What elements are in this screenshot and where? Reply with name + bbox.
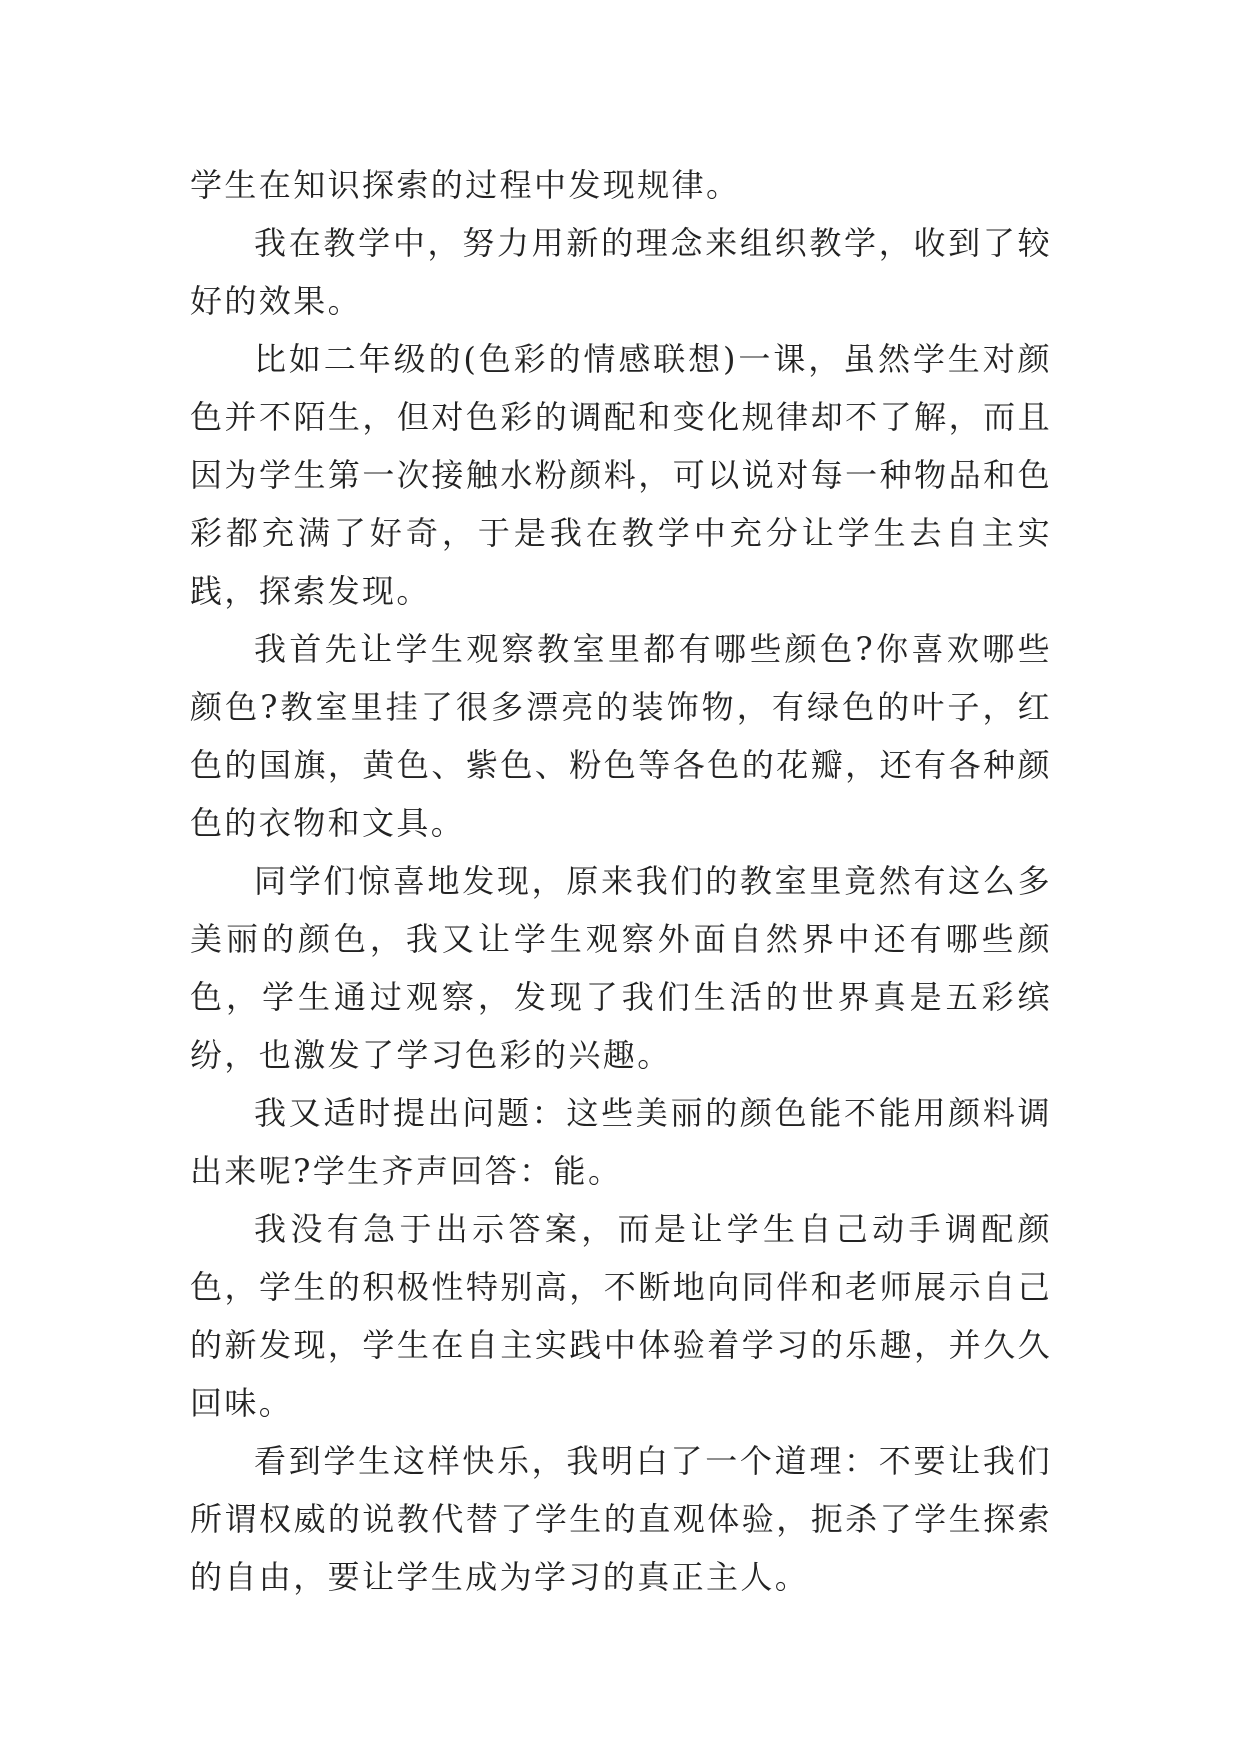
paragraph-6: 我又适时提出问题：这些美丽的颜色能不能用颜料调出来呢?学生齐声回答：能。 — [190, 1094, 1052, 1190]
paragraph-5: 同学们惊喜地发现，原来我们的教室里竟然有这么多美丽的颜色，我又让学生观察外面自然界中还有哪些颜色，学生通过观察，发现了我们生活的世界真是五彩缤纷，也激发了学习色彩的兴趣。 — [190, 862, 1052, 1074]
paragraph-2: 我在教学中，努力用新的理念来组织教学，收到了较好的效果。 — [190, 224, 1052, 320]
document-body — [190, 156, 1052, 1606]
paragraph-4: 我首先让学生观察教室里都有哪些颜色?你喜欢哪些颜色?教室里挂了很多漂亮的装饰物，有绿色的叶子，红色的国旗，黄色、紫色、粉色等各色的花瓣，还有各种颜色的衣物和文具。 — [190, 630, 1052, 842]
paragraph-7: 我没有急于出示答案，而是让学生自己动手调配颜色，学生的积极性特别高，不断地向同伴和老师展示自己的新发现，学生在自主实践中体验着学习的乐趣，并久久回味。 — [190, 1210, 1052, 1422]
paragraph-8: 看到学生这样快乐，我明白了一个道理：不要让我们所谓权威的说教代替了学生的直观体验，扼杀了学生探索的自由，要让学生成为学习的真正主人。 — [190, 1442, 1052, 1596]
paragraph-1: 学生在知识探索的过程中发现规律。 — [190, 166, 741, 204]
paragraph-3: 比如二年级的(色彩的情感联想)一课，虽然学生对颜色并不陌生，但对色彩的调配和变化规律却不了解，而且因为学生第一次接触水粉颜料，可以说对每一种物品和色彩都充满了好奇，于是我在教学中充分让学生去自主实践，探索发现。 — [190, 340, 1052, 610]
